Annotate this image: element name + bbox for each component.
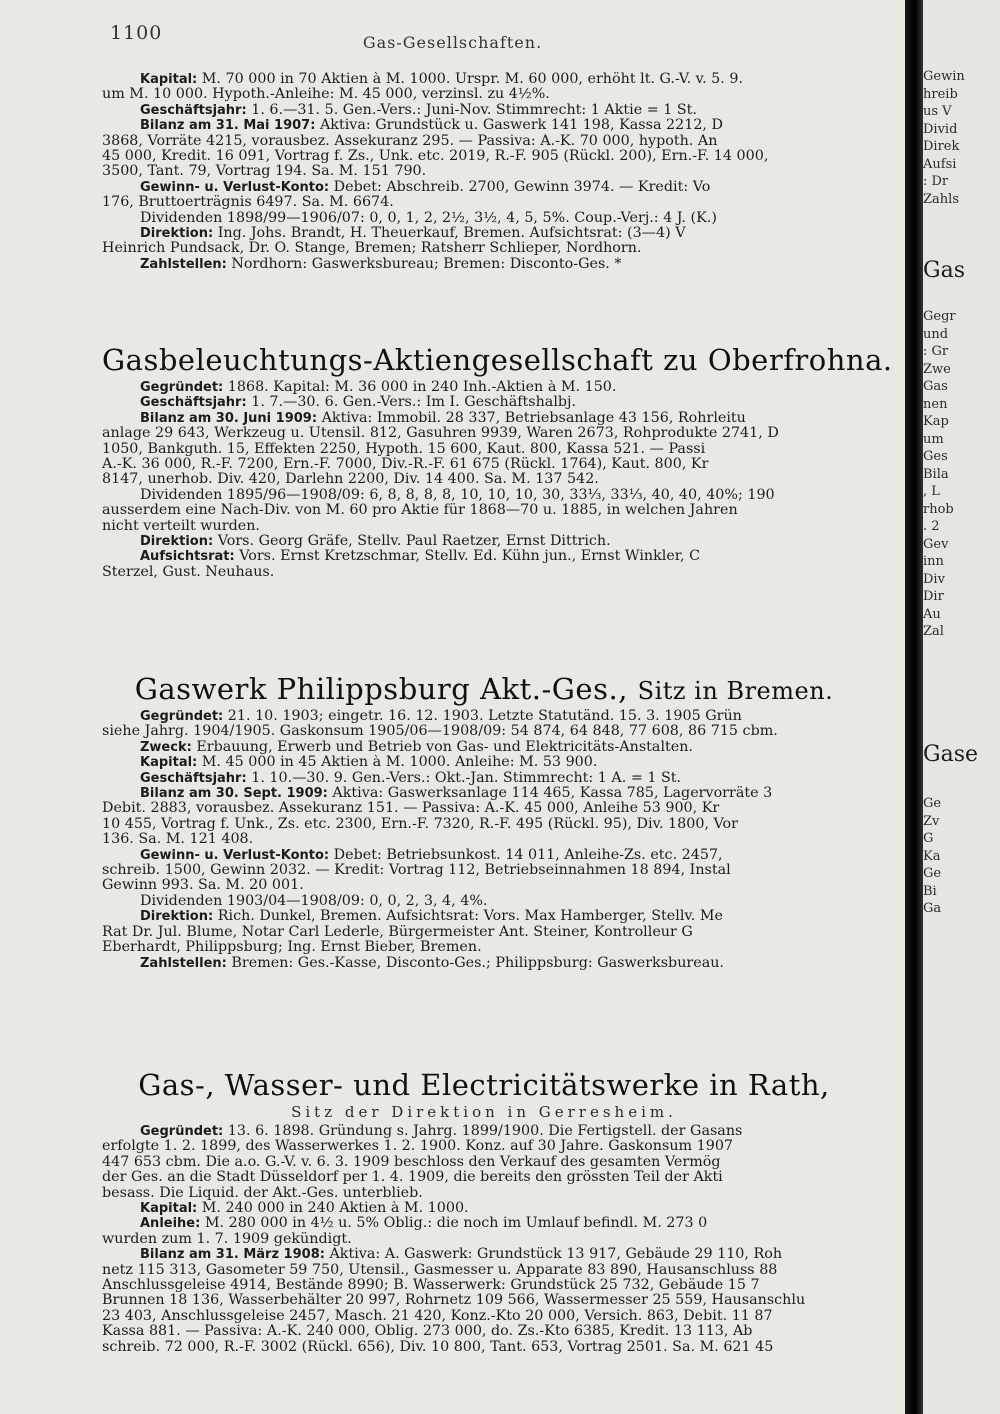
- fragment-line: Ge: [923, 796, 942, 811]
- text-line: der Ges. an die Stadt Düsseldorf per 1. 4. 1909, die bereits den grössten Teil der Akti: [102, 1170, 723, 1186]
- text-line: Direktion: Ing. Johs. Brandt, H. Theuerkauf, Bremen. Aufsichtsrat: (3—4) V: [140, 226, 686, 242]
- title-main: Gaswerk Philippsburg Akt.-Ges.,: [134, 672, 628, 706]
- text-line: Kapital: M. 70 000 in 70 Aktien à M. 1000. Urspr. M. 60 000, erhöht lt. G.-V. v. 5. 9.: [140, 72, 743, 87]
- field-label: Bilanz am 31. März 1908:: [140, 1247, 325, 1263]
- text-line: Dividenden 1903/04—1908/09: 0, 0, 2, 3, 4, 4%.: [140, 893, 488, 909]
- field-label: Direktion:: [140, 226, 214, 242]
- field-label: Zahlstellen:: [140, 955, 227, 971]
- running-head: Gas-Gesellschaften.: [362, 33, 543, 52]
- field-label: Zweck:: [140, 739, 192, 755]
- text-line: Kapital: M. 240 000 in 240 Aktien à M. 1000.: [140, 1201, 469, 1217]
- field-label: Kapital:: [140, 755, 198, 771]
- field-label: Kapital:: [140, 1201, 198, 1217]
- text-line: Geschäftsjahr: 1. 10.—30. 9. Gen.-Vers.: Okt.-Jan. Stimmrecht: 1 A. = 1 St.: [140, 770, 682, 786]
- field-label: Direktion:: [140, 909, 214, 925]
- text-line: 8147, unerhob. Div. 420, Darlehn 2200, Div. 14 400. Sa. M. 137 542.: [102, 472, 599, 488]
- text-line: Zahlstellen: Bremen: Ges.-Kasse, Disconto-Ges.; Philippsburg: Gaswerksbureau.: [140, 955, 724, 971]
- text-line: 176, Bruttoerträgnis 6497. Sa. M. 6674.: [102, 195, 394, 211]
- field-label: Geschäftsjahr:: [140, 395, 247, 411]
- text-line: siehe Jahrg. 1904/1905. Gaskonsum 1905/06—1908/09: 54 874, 64 848, 77 608, 86 715 cbm.: [102, 724, 778, 740]
- fragment-line: Ka: [923, 848, 941, 864]
- fragment-line: : Dr: [923, 174, 949, 189]
- text-line: Gegründet: 1868. Kapital: M. 36 000 in 240 Inh.-Aktien à M. 150.: [140, 380, 617, 395]
- text-line: Kassa 881. — Passiva: A.-K. 240 000, Oblig. 273 000, do. Zs.-Kto 6385, Kredit. 13 113, Ab: [102, 1324, 753, 1340]
- section-title-oberfrohna: Gasbeleuchtungs-Aktiengesellschaft zu Oberfrohna.: [102, 343, 893, 377]
- text-line: Dividenden 1898/99—1906/07: 0, 0, 1, 2, 2½, 3½, 4, 5, 5%. Coup.-Verj.: 4 J. (K.): [140, 210, 717, 226]
- field-label: Gegründet:: [140, 709, 224, 724]
- fragment-line: G: [923, 831, 934, 846]
- fragment-line: Direk: [923, 139, 960, 154]
- field-label: Gegründet:: [140, 380, 224, 395]
- section-title-philippsburg: [102, 672, 866, 708]
- text-line: A.-K. 36 000, R.-F. 7200, Ern.-F. 7000, Div.-R.-F. 61 675 (Rückl. 1764), Kaut. 800, Kr: [102, 457, 709, 473]
- text-line: Debit. 2883, vorausbez. Assekuranz 151. — Passiva: A.-K. 45 000, Anleihe 53 900, Kr: [102, 801, 720, 817]
- adjacent-page-fragment: [923, 0, 1000, 1414]
- fragment-line: um: [923, 431, 944, 447]
- text-line: Direktion: Vors. Georg Gräfe, Stellv. Paul Raetzer, Ernst Dittrich.: [140, 534, 611, 550]
- text-line: 3868, Vorräte 4215, vorausbez. Assekuranz 295. — Passiva: A.-K. 70 000, hypoth. An: [102, 133, 718, 149]
- section-title-rath: Gas-, Wasser- und Electricitätswerke in Rath,: [138, 1068, 830, 1102]
- text-line: 1050, Bankguth. 15, Effekten 2250, Hypoth. 15 600, Kaut. 800, Kassa 521. — Passi: [102, 441, 706, 457]
- fragment-line: Kap: [923, 414, 949, 429]
- fragment-line: Zwe: [923, 361, 951, 377]
- fragment-line: rhob: [923, 501, 954, 517]
- fragment-title: Gase: [923, 742, 978, 767]
- fragment-line: Gas: [923, 379, 948, 394]
- fragment-line: Dir: [923, 589, 944, 604]
- text-line: Dividenden 1895/96—1908/09: 6, 8, 8, 8, 8, 10, 10, 10, 30, 33⅓, 33⅓, 40, 40, 40%; 190: [140, 487, 775, 503]
- text-line: Gewinn 993. Sa. M. 20 001.: [102, 878, 304, 894]
- fragment-line: Zahls: [923, 191, 959, 207]
- field-label: Gewinn- u. Verlust-Konto:: [140, 847, 330, 863]
- text-line: Heinrich Pundsack, Dr. O. Stange, Bremen; Ratsherr Schlieper, Nordhorn.: [102, 241, 642, 257]
- field-label: Geschäftsjahr:: [140, 770, 247, 786]
- text-line: 447 653 cbm. Die a.o. G.-V. v. 6. 3. 1909 beschloss den Verkauf des gesamten Vermög: [102, 1154, 721, 1170]
- text-line: anlage 29 643, Werkzeug u. Utensil. 812, Gasuhren 9939, Waren 2673, Rohprodukte 2741, D: [102, 426, 779, 442]
- field-label: Geschäftsjahr:: [140, 102, 247, 118]
- field-label: Bilanz am 30. Juni 1909:: [140, 410, 318, 426]
- section-nordhorn-continuation: [102, 72, 866, 272]
- field-label: Zahlstellen:: [140, 256, 227, 272]
- text-line: 136. Sa. M. 121 408.: [102, 832, 254, 848]
- field-label: Direktion:: [140, 534, 214, 550]
- text-line: 23 403, Anschlussgeleise 2457, Masch. 21 420, Konz.-Kto 20 000, Versich. 863, Debit. 11 87: [102, 1308, 773, 1324]
- text-line: Bilanz am 31. Mai 1907: Aktiva: Grundstück u. Gaswerk 141 198, Kassa 2212, D: [140, 118, 723, 134]
- text-line: Kapital: M. 45 000 in 45 Aktien à M. 1000. Anleihe: M. 53 900.: [140, 755, 598, 771]
- fragment-line: und: [923, 326, 949, 342]
- text-line: Aufsichtsrat: Vors. Ernst Kretzschmar, Stellv. Ed. Kühn jun., Ernst Winkler, C: [140, 549, 701, 565]
- fragment-line: hreib: [923, 86, 958, 102]
- fragment-line: , L: [923, 484, 940, 499]
- field-label: Anleihe:: [140, 1216, 201, 1232]
- text-line: Zahlstellen: Nordhorn: Gaswerksbureau; Bremen: Disconto-Ges. *: [140, 256, 622, 272]
- page-number: 1100: [110, 22, 163, 44]
- text-line: Anleihe: M. 280 000 in 4½ u. 5% Oblig.: die noch im Umlauf befindl. M. 273 0: [140, 1216, 708, 1232]
- text-line: netz 115 313, Gasometer 59 750, Utensil., Gasmesser u. Apparate 83 890, Hausanschluss 88: [102, 1262, 778, 1278]
- text-line: Bilanz am 30. Juni 1909: Aktiva: Immobil. 28 337, Betriebsanlage 43 156, Rohrleitu: [140, 410, 746, 426]
- text-line: Rat Dr. Jul. Blume, Notar Carl Lederle, Bürgermeister Ant. Steiner, Kontrolleur G: [102, 924, 693, 940]
- text-line: Anschlussgeleise 4914, Bestände 8990; B. Wasserwerk: Grundstück 25 732, Gebäude 15 7: [102, 1278, 760, 1294]
- text-line: 10 455, Vortrag f. Unk., Zs. etc. 2300, Ern.-F. 7320, R.-F. 495 (Rückl. 95), Div. 1800, Vor: [102, 816, 738, 832]
- text-line: nicht verteilt wurden.: [102, 518, 260, 534]
- text-line: 45 000, Kredit. 16 091, Vortrag f. Zs., Unk. etc. 2019, R.-F. 905 (Rückl. 200), Ern.-F. 14 000,: [102, 149, 769, 165]
- fragment-line: Divid: [923, 121, 958, 137]
- fragment-line: Ge: [923, 866, 942, 881]
- title-sub: Sitz in Bremen.: [637, 677, 834, 705]
- fragment-line: Div: [923, 571, 945, 587]
- field-label: Gewinn- u. Verlust-Konto:: [140, 179, 330, 195]
- section-subtitle-rath: Sitz der Direktion in Gerresheim.: [291, 1103, 677, 1121]
- text-line: Geschäftsjahr: 1. 7.—30. 6. Gen.-Vers.: Im I. Geschäftshalbj.: [140, 395, 577, 411]
- fragment-line: . 2: [923, 519, 940, 534]
- fragment-line: Aufsi: [923, 156, 957, 172]
- fragment-line: Au: [923, 606, 941, 622]
- section-rath-body: [102, 1124, 866, 1355]
- text-line: Eberhardt, Philippsburg; Ing. Ernst Bieber, Bremen.: [102, 940, 482, 956]
- text-line: 3500, Tant. 79, Vortrag 194. Sa. M. 151 790.: [102, 164, 427, 180]
- book-gutter: [905, 0, 923, 1414]
- fragment-line: Bila: [923, 466, 949, 482]
- text-line: Gegründet: 21. 10. 1903; eingetr. 16. 12. 1903. Letzte Statutänd. 15. 3. 1905 Grün: [140, 709, 742, 724]
- fragment-line: Gev: [923, 536, 949, 552]
- fragment-line: : Gr: [923, 344, 949, 359]
- fragment-line: Gegr: [923, 309, 956, 324]
- fragment-line: inn: [923, 554, 944, 569]
- field-label: Aufsichtsrat:: [140, 549, 235, 565]
- fragment-line: Gewin: [923, 69, 965, 84]
- text-line: Bilanz am 30. Sept. 1909: Aktiva: Gaswerksanlage 114 465, Kassa 785, Lagervorräte 3: [140, 786, 773, 802]
- section-oberfrohna-body: [102, 380, 866, 580]
- text-line: wurden zum 1. 7. 1909 gekündigt.: [102, 1231, 352, 1247]
- section-philippsburg-body: [102, 709, 866, 971]
- text-line: Geschäftsjahr: 1. 6.—31. 5. Gen.-Vers.: Juni-Nov. Stimmrecht: 1 Aktie = 1 St.: [140, 102, 697, 118]
- text-line: erfolgte 1. 2. 1899, des Wasserwerkes 1. 2. 1900. Konz. auf 30 Jahre. Gaskonsum 1907: [102, 1139, 734, 1155]
- text-line: Gegründet: 13. 6. 1898. Gründung s. Jahrg. 1899/1900. Die Fertigstell. der Gasans: [140, 1124, 743, 1139]
- text-line: Bilanz am 31. März 1908: Aktiva: A. Gaswerk: Grundstück 13 917, Gebäude 29 110, Roh: [140, 1247, 783, 1263]
- text-line: Gewinn- u. Verlust-Konto: Debet: Abschreib. 2700, Gewinn 3974. — Kredit: Vo: [140, 179, 711, 195]
- text-line: Direktion: Rich. Dunkel, Bremen. Aufsichtsrat: Vors. Max Hamberger, Stellv. Me: [140, 909, 723, 925]
- field-label: Kapital:: [140, 72, 198, 87]
- fragment-line: Zv: [923, 813, 940, 829]
- fragment-line: us V: [923, 104, 952, 119]
- text-line: schreib. 1500, Gewinn 2032. — Kredit: Vortrag 112, Betriebseinnahmen 18 894, Instal: [102, 863, 731, 879]
- text-line: um M. 10 000. Hypoth.-Anleihe: M. 45 000, verzinsl. zu 4½%.: [102, 87, 550, 103]
- fragment-line: nen: [923, 396, 948, 412]
- field-label: Gegründet:: [140, 1124, 224, 1139]
- text-line: Zweck: Erbauung, Erwerb und Betrieb von Gas- und Elektricitäts-Anstalten.: [140, 739, 693, 755]
- text-line: Brunnen 18 136, Wasserbehälter 20 997, Rohrnetz 109 566, Wassermesser 25 559, Hausanschlu: [102, 1293, 806, 1309]
- fragment-line: Ga: [923, 901, 942, 916]
- fragment-line: Bi: [923, 883, 937, 899]
- text-line: Sterzel, Gust. Neuhaus.: [102, 564, 275, 580]
- text-line: schreib. 72 000, R.-F. 3002 (Rückl. 656), Div. 10 800, Tant. 653, Vortrag 2501. Sa. M. 621 45: [102, 1339, 774, 1355]
- fragment-line: Zal: [923, 624, 944, 639]
- fragment-line: Ges: [923, 449, 948, 464]
- text-line: Gewinn- u. Verlust-Konto: Debet: Betriebsunkost. 14 011, Anleihe-Zs. etc. 2457,: [140, 847, 723, 863]
- fragment-title: Gas: [923, 258, 965, 283]
- text-line: besass. Die Liquid. der Akt.-Ges. unterblieb.: [102, 1185, 423, 1201]
- text-line: ausserdem eine Nach-Div. von M. 60 pro Aktie für 1868—70 u. 1885, in welchen Jahren: [102, 503, 738, 519]
- field-label: Bilanz am 31. Mai 1907:: [140, 118, 316, 134]
- field-label: Bilanz am 30. Sept. 1909:: [140, 786, 328, 802]
